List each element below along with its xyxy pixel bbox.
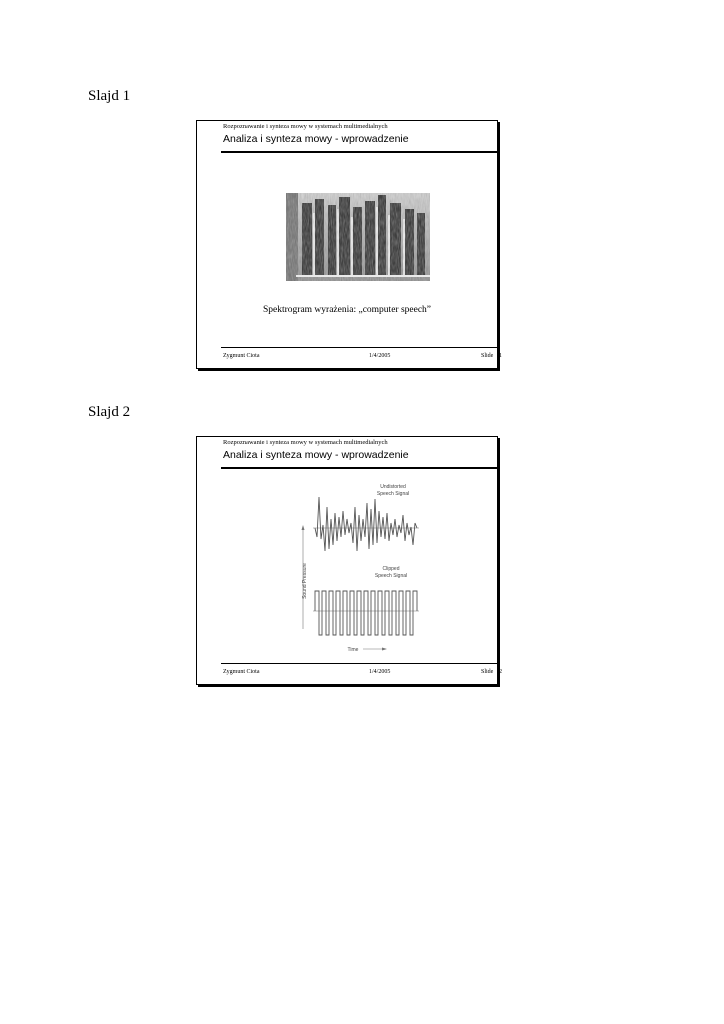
- footer-author: Zygmunt Ciota: [223, 669, 260, 675]
- slide-subtitle: Rozpoznawanie i synteza mowy w systemach multimedialnych: [223, 123, 388, 130]
- slide-title: Analiza i synteza mowy - wprowadzenie: [223, 449, 409, 461]
- footer-slide-word: Slide: [481, 353, 494, 359]
- slide-caption: Spektrogram wyrażenia: „computer speech”: [262, 305, 432, 315]
- clipped-waveform: [315, 591, 417, 635]
- footer-date: 1/4/2005: [369, 353, 391, 359]
- clipped-label: Clipped: [382, 566, 400, 572]
- title-rule: [221, 467, 499, 469]
- slide-subtitle: Rozpoznawanie i synteza mowy w systemach multimedialnych: [223, 439, 388, 446]
- footer-slide-word: Slide: [481, 669, 494, 675]
- slide-1: [196, 120, 502, 369]
- footer-date: 1/4/2005: [369, 669, 391, 675]
- title-rule: [221, 151, 499, 153]
- spectrogram-image: [286, 193, 430, 281]
- footer-rule: [221, 663, 499, 664]
- slide-2: [196, 436, 502, 685]
- speech-signal-label-top: Speech Signal: [376, 491, 410, 497]
- slide-title: Analiza i synteza mowy - wprowadzenie: [223, 133, 409, 145]
- undistorted-waveform: [315, 497, 417, 551]
- footer-author: Zygmunt Ciota: [223, 353, 260, 359]
- waveform-figure: [295, 479, 431, 659]
- slide-1-label: Slajd 1: [88, 88, 131, 104]
- time-label: Time: [347, 647, 359, 653]
- footer-rule: [221, 347, 499, 348]
- sound-pressure-label: Sound Pressure: [302, 563, 308, 599]
- speech-signal-label-bottom: Speech Signal: [374, 573, 408, 579]
- footer-slide-number: 2: [499, 669, 502, 675]
- slide-2-label: Slajd 2: [88, 404, 131, 420]
- footer-slide-number: 1: [499, 353, 502, 359]
- undistorted-label: Undistorted: [380, 484, 406, 490]
